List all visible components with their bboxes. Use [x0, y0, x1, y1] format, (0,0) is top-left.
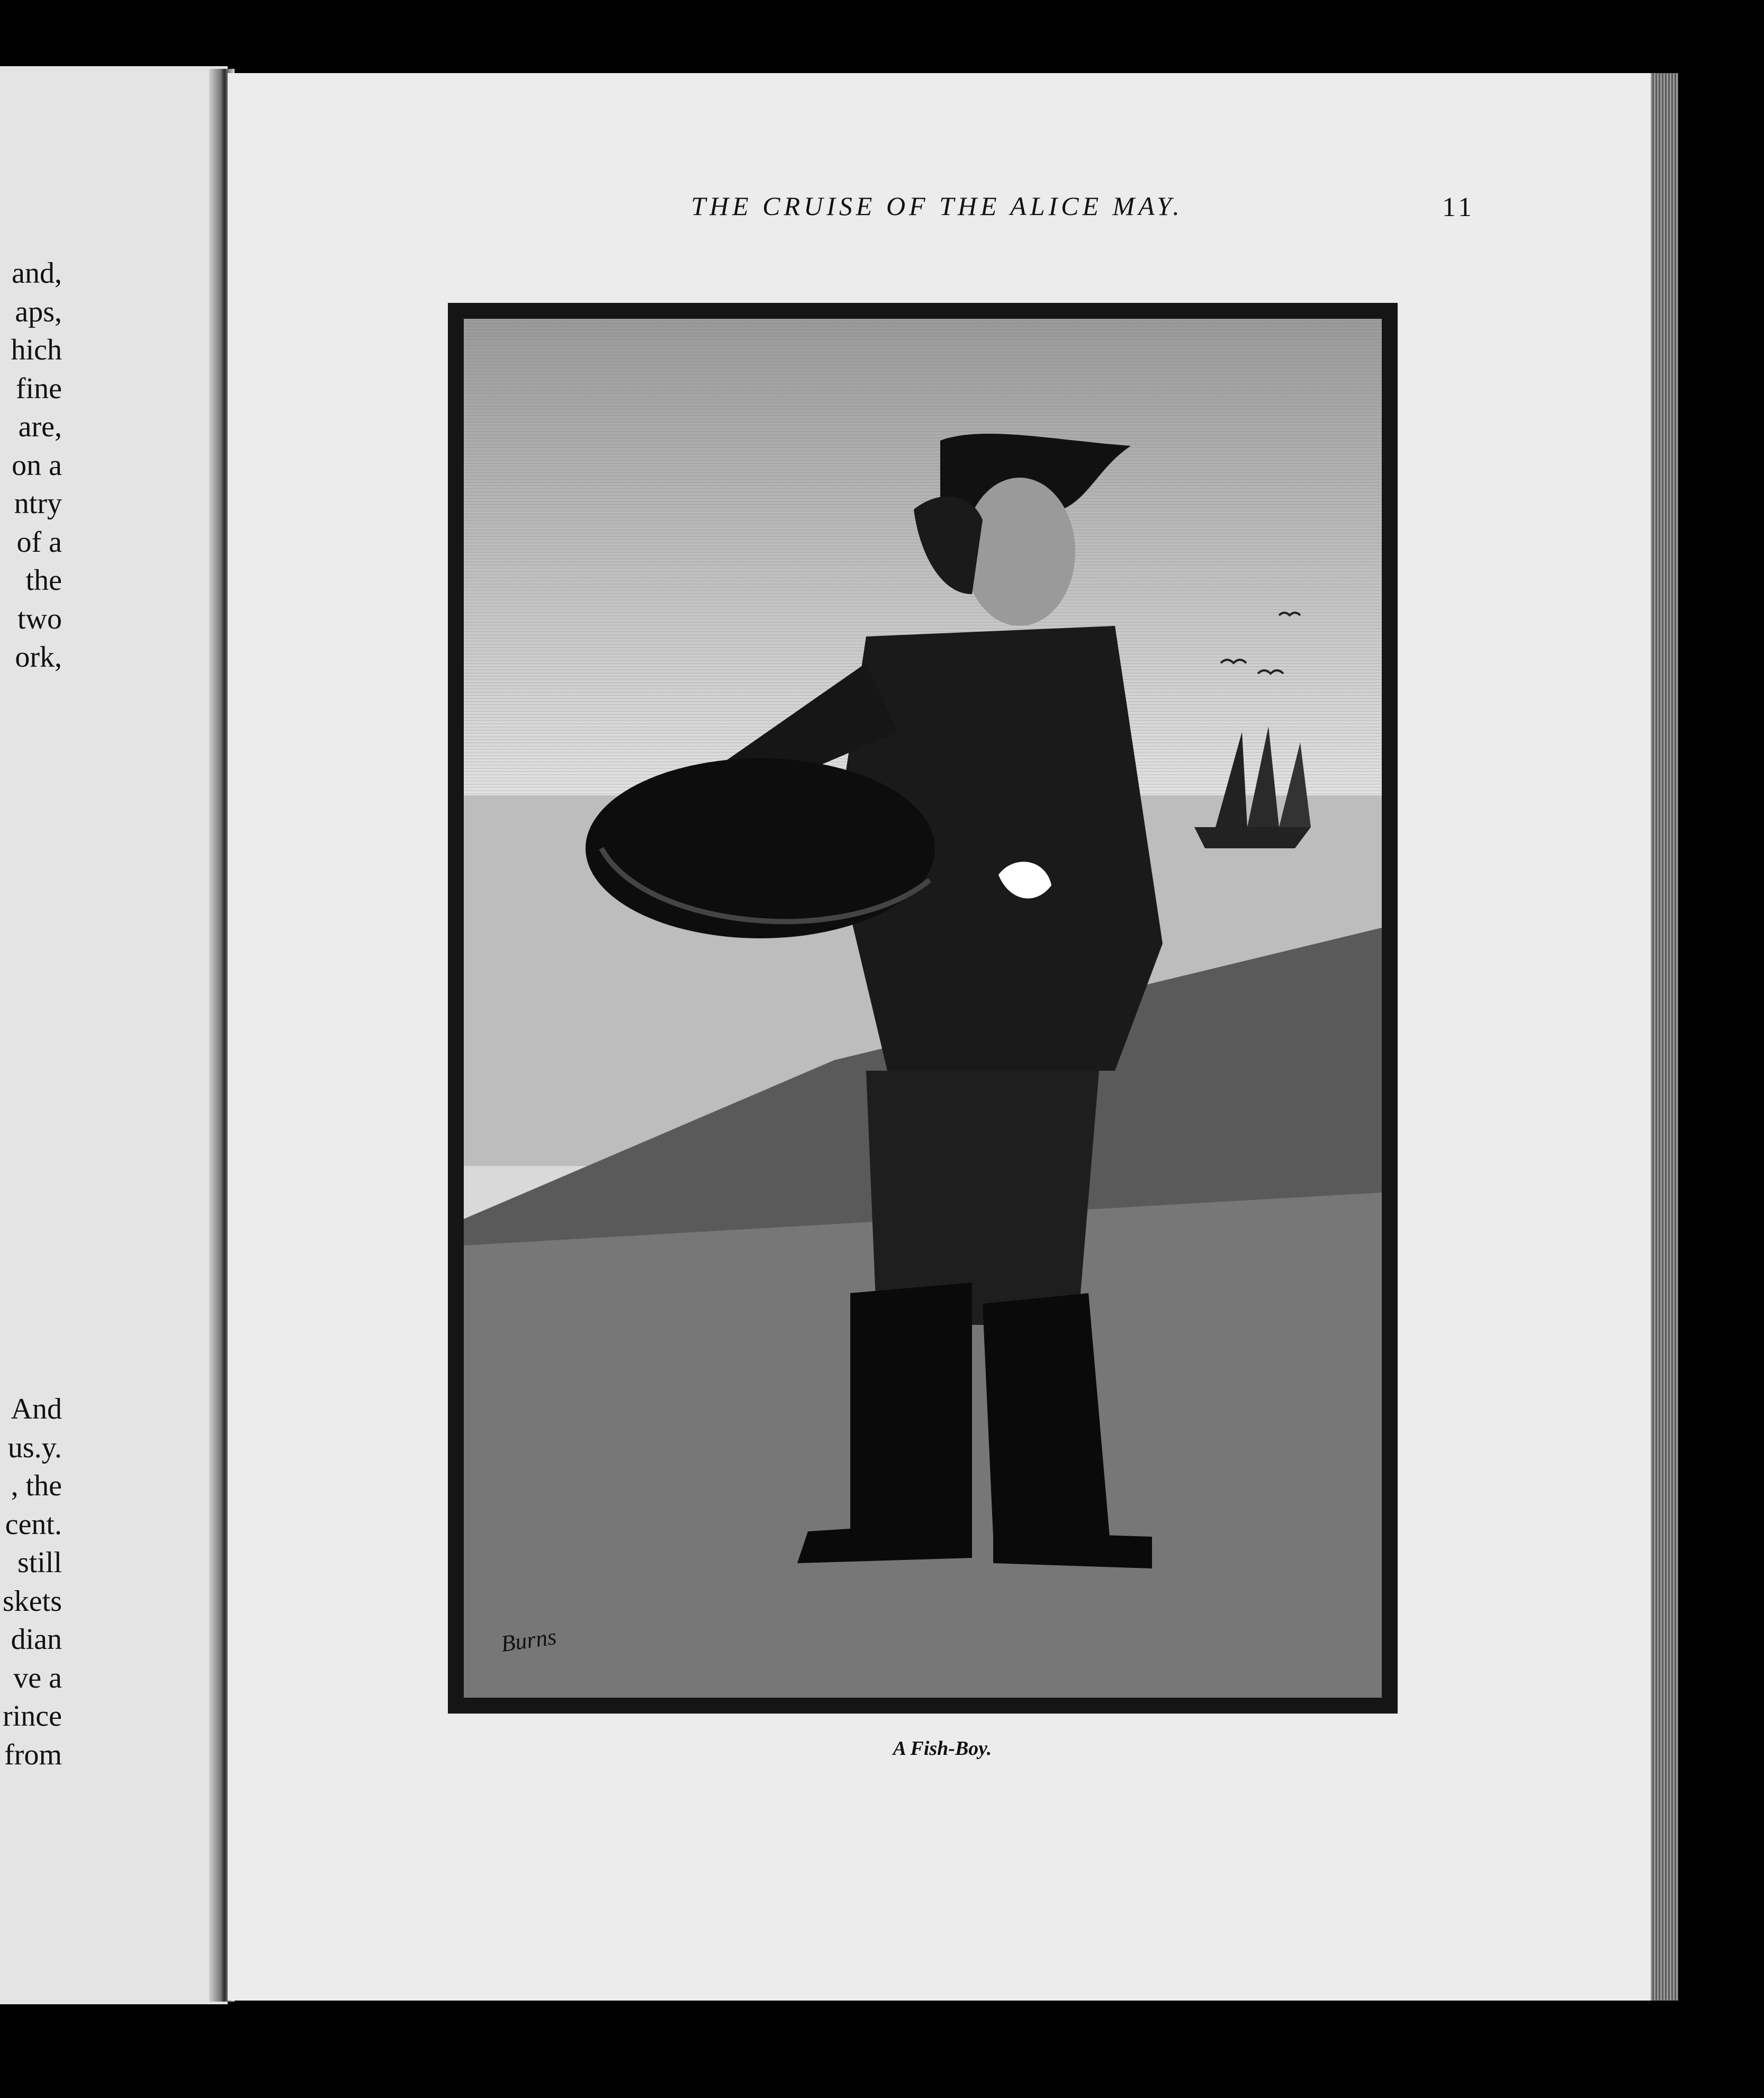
text-line: still: [17, 1546, 62, 1579]
running-head: THE CRUISE OF THE ALICE MAY.: [691, 191, 1183, 221]
text-line: rince: [3, 1700, 62, 1733]
text-line: the: [25, 564, 62, 597]
text-line: dian: [11, 1623, 62, 1656]
text-line: ve a: [13, 1661, 62, 1694]
text-line: And: [11, 1393, 62, 1425]
text-line: ork,: [15, 641, 62, 674]
page-number: 11: [1442, 192, 1475, 222]
text-line: skets: [3, 1584, 62, 1618]
text-line: hich: [11, 334, 62, 366]
text-line: , the: [11, 1469, 62, 1502]
text-line: on a: [12, 449, 62, 482]
engraving-artwork: [464, 319, 1382, 1698]
text-line: fine: [15, 372, 62, 405]
text-line: of a: [16, 525, 62, 559]
fish-boy-engraving: [448, 303, 1398, 1714]
text-line: aps,: [15, 295, 62, 328]
text-line: are,: [18, 410, 62, 443]
left-page-text-bottom: [0, 1390, 62, 1774]
text-line: from: [4, 1738, 62, 1771]
text-line: cent.: [5, 1508, 62, 1541]
artist-signature: Burns: [499, 1623, 559, 1657]
page-edges: [1651, 73, 1678, 2001]
text-line: two: [17, 602, 62, 635]
text-line: us.y.: [7, 1431, 62, 1464]
left-page-text-top: [0, 254, 62, 677]
illustration-caption: A Fish-Boy.: [893, 1737, 992, 1760]
text-line: and,: [12, 257, 62, 290]
text-line: ntry: [14, 487, 62, 520]
